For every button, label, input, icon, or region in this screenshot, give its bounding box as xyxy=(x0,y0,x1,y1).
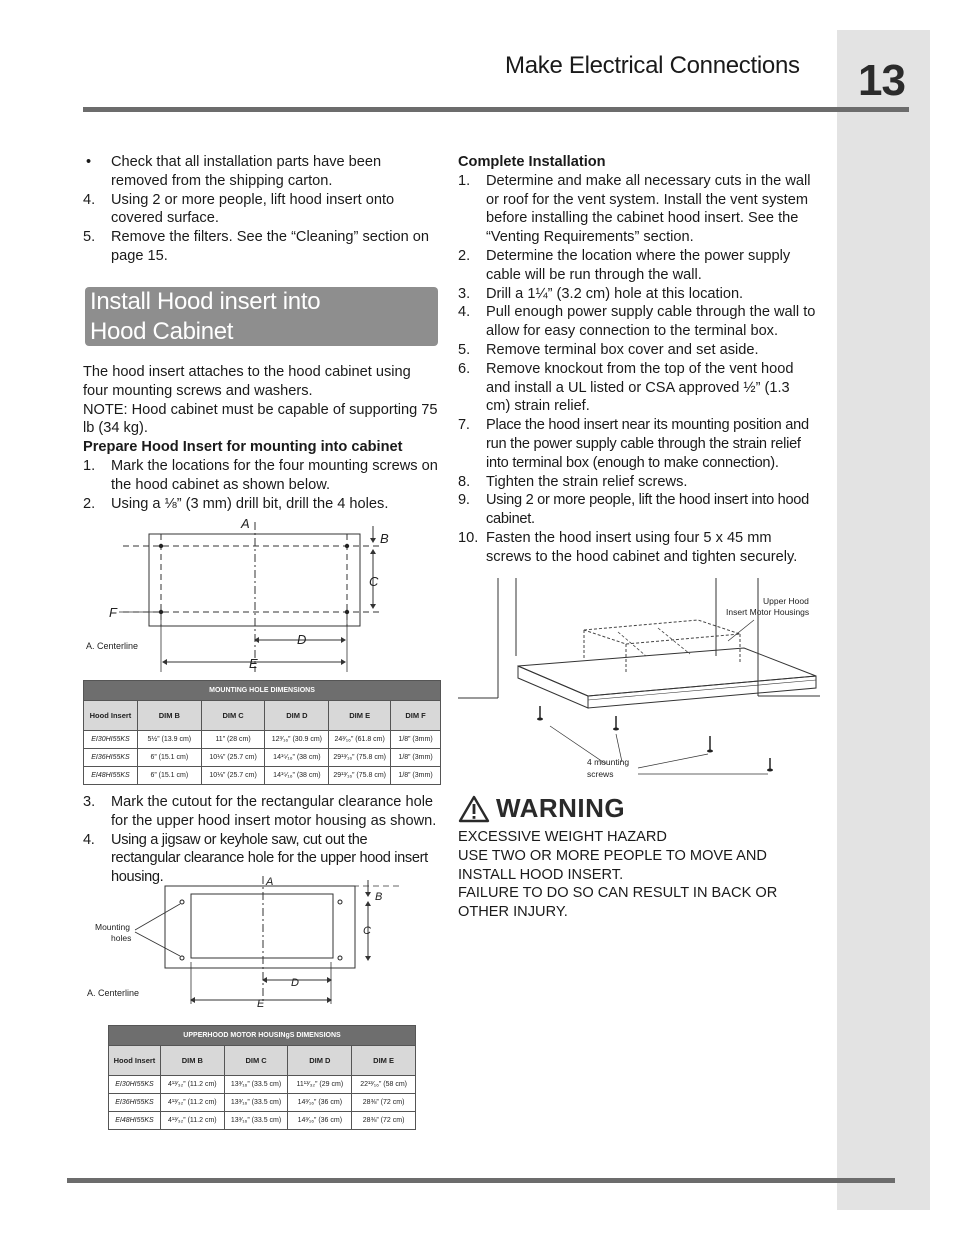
list-item: 5. Remove the filters. See the “Cleaning” section on page 15. xyxy=(83,229,429,264)
warning-title: WARNING xyxy=(496,793,626,823)
table-row: EI36HI55KS 4¹³⁄₃₂” (11.2 cm) 13³⁄₁₆” (33.5 cm) 14³⁄₁₆” (36 cm) 28⅜” (72 cm) xyxy=(109,1094,416,1112)
list-item: 9. Using 2 or more people, lift the hood insert into hood cabinet. xyxy=(458,492,809,528)
svg-text:A. Centerline: A. Centerline xyxy=(87,988,140,998)
bottom-rule xyxy=(67,1178,895,1183)
list-item: 3. Mark the cutout for the rectangular clearance hole for the upper hood insert motor housing as shown. xyxy=(83,794,437,829)
svg-text:A. Centerline: A. Centerline xyxy=(86,641,139,651)
table-row: EI30HI55KS 4¹³⁄₃₂” (11.2 cm) 13³⁄₁₆” (33.5 cm) 11¹³⁄₃₂” (29 cm) 22¹³⁄₁₆” (58 cm) xyxy=(109,1076,416,1094)
top-rule xyxy=(83,107,909,112)
list-item: 10. Fasten the hood insert using four 5 x 45 mm screws to the hood cabinet and tighten securely. xyxy=(458,529,798,565)
table-row: EI48HI55KS 4¹³⁄₃₂” (11.2 cm) 13³⁄₁₆” (33.5 cm) 14³⁄₁₆” (36 cm) 28⅜” (72 cm) xyxy=(109,1112,416,1130)
svg-text:B: B xyxy=(380,531,389,546)
mounting-dimensions-table: MOUNTING HOLE DIMENSIONS Hood Insert DIM B DIM C DIM D DIM E DIM F EI30HI55KS 5½” (13.9 cm) 11” (28 cm) 12³⁄₁₆” (30.9 cm) 24³⁄₁₆” (61.8 cm) 1/8” (3mm) EI36HI55KS 6” (15.1 cm) 10⅛” (25.7 cm) 14¹⁵⁄₁₆” (38 cm) 29¹³⁄₁₆” (75.8 cm) 1/8” (3mm) EI48HI55KS 6” (15.1 cm) 10⅛” (25.7 cm) 14¹⁵⁄₁₆” (38 cm) 29¹³⁄₁₆” (75.8 cm) 1/8” (3mm) xyxy=(83,680,441,785)
screw-icon xyxy=(613,716,619,731)
svg-text:F: F xyxy=(109,605,117,620)
hole-marker xyxy=(338,956,342,960)
complete-heading: Complete Installation xyxy=(458,154,606,170)
table-row: EI30HI55KS 5½” (13.9 cm) 11” (28 cm) 12³⁄₁₆” (30.9 cm) 24³⁄₁₆” (61.8 cm) 1/8” (3mm) xyxy=(84,731,441,749)
list-item: 7. Place the hood insert near its mounting position and run the power supply cable through the strain relief into terminal box (enough to make connection). xyxy=(458,417,809,471)
prepare-heading: Prepare Hood Insert for mounting into cabinet xyxy=(83,439,403,456)
warning-header xyxy=(458,793,625,824)
svg-text:C: C xyxy=(363,925,371,937)
intro-list xyxy=(83,153,438,266)
section-heading: Install Hood insert into Hood Cabinet xyxy=(90,288,321,345)
hole-marker xyxy=(180,900,184,904)
hood-installation-illustration xyxy=(458,578,820,783)
list-item: 1. Determine and make all necessary cuts in the wall or roof for the vent system. Install the vent system before installing the cabinet hood insert. See the “Venting Requirements” section. xyxy=(458,172,811,246)
mounting-hole-diagram xyxy=(83,512,423,672)
svg-text:holes: holes xyxy=(111,933,132,943)
list-item: 3. Drill a 1¼” (3.2 cm) hole at this location. xyxy=(458,285,744,302)
page-title: Make Electrical Connections xyxy=(505,52,800,79)
list-item: 4. Using a jigsaw or keyhole saw, cut out the rectangular clearance hole for the upper hood insert housing. xyxy=(83,831,428,886)
svg-text:C: C xyxy=(369,574,379,589)
hole-marker xyxy=(345,610,349,614)
svg-text:A: A xyxy=(266,876,274,888)
complete-installation xyxy=(458,153,818,567)
screw-icon xyxy=(767,758,773,772)
list-item: 2. Using a ⅛” (3 mm) drill bit, drill the 4 holes. xyxy=(83,495,389,512)
list-item: 8. Tighten the strain relief screws. xyxy=(458,473,688,490)
hole-marker xyxy=(159,544,163,548)
svg-text:4 mounting: 4 mounting xyxy=(587,757,630,767)
cutout-diagram xyxy=(83,872,413,1012)
svg-text:D: D xyxy=(297,632,307,647)
svg-text:Mounting: Mounting xyxy=(95,922,130,932)
screw-icon xyxy=(707,736,713,753)
list-item: • Check that all installation parts have been removed from the shipping carton. xyxy=(86,154,382,189)
list-item: 4. Using 2 or more people, lift hood insert onto covered surface. xyxy=(83,191,395,227)
hole-marker xyxy=(338,900,342,904)
warning-triangle-icon xyxy=(458,795,490,823)
cabinet-outline xyxy=(165,886,355,968)
table-row: EI48HI55KS 6” (15.1 cm) 10⅛” (25.7 cm) 14¹⁵⁄₁₆” (38 cm) 29¹³⁄₁₆” (75.8 cm) 1/8” (3mm) xyxy=(84,767,441,785)
svg-text:screws: screws xyxy=(587,769,614,779)
weight-note: NOTE: Hood cabinet must be capable of supporting 75 lb (34 kg). xyxy=(83,401,438,437)
list-item: 1. Mark the locations for the four mounting screws on the hood cabinet as shown below. xyxy=(83,457,438,493)
svg-text:B: B xyxy=(375,891,383,903)
cutout-outline xyxy=(191,894,333,958)
svg-text:D: D xyxy=(291,977,299,989)
side-tab xyxy=(837,30,930,1210)
motor-housing-dimensions-table: UPPERHOOD MOTOR HOUSINgS DIMENSIONS Hood Insert DIM B DIM C DIM D DIM E EI30HI55KS 4¹³⁄₃₂” (11.2 cm) 13³⁄₁₆” (33.5 cm) 11¹³⁄₃₂” (29 cm) 22¹³⁄₁₆” (58 cm) EI36HI55KS 4¹³⁄₃₂” (11.2 cm) 13³⁄₁₆” (33.5 cm) 14³⁄₁₆” (36 cm) 28⅜” (72 cm) EI48HI55KS 4¹³⁄₃₂” (11.2 cm) 13³⁄₁₆” (33.5 cm) 14³⁄₁₆” (36 cm) 28⅜” (72 cm) xyxy=(108,1025,416,1130)
svg-text:E: E xyxy=(257,998,265,1010)
list-item: 4. Pull enough power supply cable through the wall to allow for easy connection to the terminal box. xyxy=(458,304,816,340)
install-paragraph: The hood insert attaches to the hood cabinet using four mounting screws and washers. xyxy=(83,364,411,399)
hole-marker xyxy=(180,956,184,960)
screw-icon xyxy=(537,706,543,721)
svg-text:A: A xyxy=(241,516,250,531)
warning-text: EXCESSIVE WEIGHT HAZARD USE TWO OR MORE PEOPLE TO MOVE AND INSTALL HOOD INSERT. FAILURE TO DO SO CAN RESULT IN BACK OR OTHER INJURY. xyxy=(458,829,778,921)
svg-text:Insert Motor Housings: Insert Motor Housings xyxy=(726,607,810,617)
list-item: 5. Remove terminal box cover and set aside. xyxy=(458,341,759,358)
list-item: 2. Determine the location where the power supply cable will be run through the wall. xyxy=(458,247,791,283)
install-text xyxy=(83,363,438,513)
hole-marker xyxy=(345,544,349,548)
svg-text:Upper Hood: Upper Hood xyxy=(763,596,809,606)
svg-text:E: E xyxy=(249,656,258,671)
table-row: EI36HI55KS 6” (15.1 cm) 10⅛” (25.7 cm) 14¹⁵⁄₁₆” (38 cm) 29¹³⁄₁₆” (75.8 cm) 1/8” (3mm) xyxy=(84,749,441,767)
hole-marker xyxy=(159,610,163,614)
page-number: 13 xyxy=(858,56,905,105)
list-item: 6. Remove knockout from the top of the vent hood and install a UL listed or CSA approved ½” (1.3 cm) strain relief. xyxy=(458,360,794,415)
motor-housing-outline xyxy=(584,620,740,644)
